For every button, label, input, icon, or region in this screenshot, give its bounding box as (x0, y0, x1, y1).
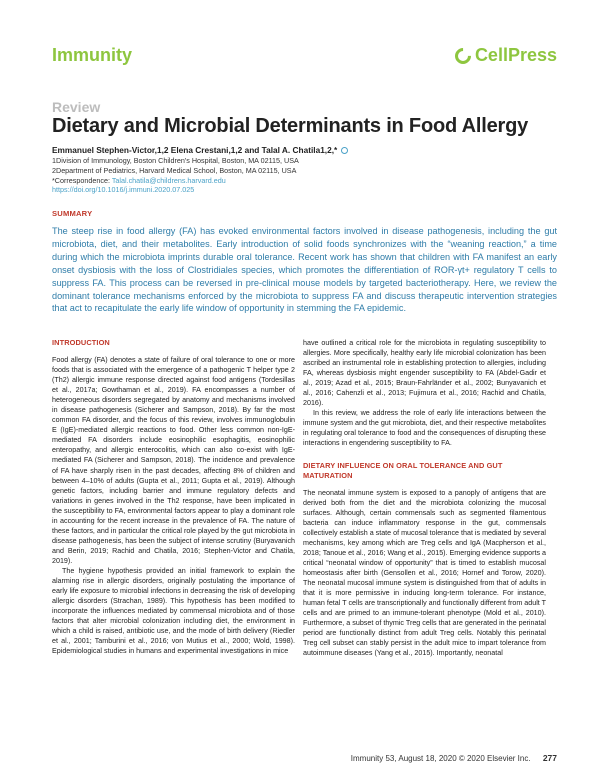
correspondence-email-link[interactable]: Talal.chatila@childrens.harvard.edu (111, 176, 226, 185)
publisher-name: CellPress (474, 45, 557, 65)
journal-header (52, 45, 557, 75)
left-column (52, 338, 295, 656)
affiliation-1: 1Division of Immunology, Boston Children's Hospital, Boston, MA 02115, USA (52, 156, 299, 165)
footer-citation: Immunity 53, August 18, 2020 © 2020 Elsevier Inc. (350, 754, 531, 763)
intro-paragraph-3: have outlined a critical role for the microbiota in regulating susceptibility to allergies. More specifically, healthy early life microbial colonization has been ascribed an instrumental role in establishing protection to allergies, including FA, whereas dysbiosis might engender susceptibility to FA (Abdel-Gadir et al., 2019; Azad et al., 2015; Braun-Fahrländer et al., 2002; Bunyavanich et al., 2016; Cahenzli et al., 2013; Fujimura et al., 2016; Rachid and Chatila, 2016). (303, 339, 546, 408)
doi-link[interactable]: https://doi.org/10.1016/j.immuni.2020.07.025 (52, 185, 195, 194)
correspondence-label: *Correspondence: (52, 176, 110, 185)
orcid-icon[interactable] (341, 147, 348, 154)
summary-heading: SUMMARY (52, 209, 93, 218)
cellpress-logo-icon (452, 44, 475, 67)
affiliation-2: 2Department of Pediatrics, Harvard Medical School, Boston, MA 02115, USA (52, 166, 297, 175)
intro-paragraph-4: In this review, we address the role of early life interactions between the immune system and the gut microbiota, diet, and their respective metabolites in regulating oral tolerance to food and the consequences of disrupting these interactions in engendering susceptibility to FA. (303, 409, 546, 448)
dietary-paragraph-1: The neonatal immune system is exposed to a panoply of antigens that are derived both from the diet and the microbiota colonizing the mucosal surfaces. Although, certain commensals such as segmented filamentous bacteria can induce inflammatory response in the gut, commensals collectively establish a state of mucosal tolerance that is mediated by several mechanisms, key among which are Treg cells and IgA (Macpherson et al., 2018; Tanoue et al., 2016; Wang et al., 2015). Emerging evidence supports a critical “neonatal window of opportunity” that is timed to establish mucosal homeostasis after birth (Gensollen et al., 2016; Hornef and Torow, 2020). The neonatal mucosal immune system is distinguished from that of adults in that it is more permissive in inducing long-term tolerance. For instance, human fetal T cells are transcriptionally and functionally different from adult T cells and are primed to an immune-tolerant phenotype (Mold et al., 2010). Furthermore, a subset of thymic Treg cells that are generated in the perinatal period are functionally distinct from adult Treg cells. Notably this perinatal Treg cell subset can stably persist in the adult mice to impart tolerance from autoimmune diseases (Yang et al., 2015). Importantly, neonatal (303, 488, 546, 658)
article-title: Dietary and Microbial Determinants in Food Allergy (52, 115, 529, 137)
summary-text: The steep rise in food allergy (FA) has evoked environmental factors involved in disease pathogenesis, including the gut microbiota, diet, and their metabolites. Early introduction of solid foods synchronizes with the “weaning reaction,” a time during which the microbiota imprints durable oral tolerance. Recent work has shown that children with FA manifest an early onset dysbiosis with the loss of Clostridiales species, which promotes the differentiation of ROR-γt+ regulatory T cells to suppress FA. This process can be reversed in pre-clinical mouse models by targeted bacteriotherapy. Here, we review the dominant tolerance mechanisms enforced by the microbiota to suppress FA and discuss therapeutic intervention strategies that act to recapitulate the early life window of opportunity in stemming the FA epidemic. (52, 226, 557, 314)
page-number: 277 (542, 753, 557, 763)
publisher-logo (455, 45, 557, 66)
author-list (52, 145, 557, 156)
right-column (303, 338, 546, 658)
author-names: Emmanuel Stephen-Victor,1,2 Elena Crestani,1,2 and Talal A. Chatila1,2,* (52, 145, 338, 155)
page-footer (351, 753, 557, 763)
introduction-heading: INTRODUCTION (52, 338, 110, 347)
intro-paragraph-1: Food allergy (FA) denotes a state of failure of oral tolerance to one or more foods that is associated with the emergence of a pathogenic T helper type 2 (Th2) allergic immune response directed against food antigens (Tordesillas et al., 2017a; Gowthaman et al., 2019). FA encompasses a number of heterogeneous disorders segregated by anatomy and mechanisms involved in disease pathogenesis (Sicherer and Sampson, 2018). By far the most common FA disorder, and the focus of this review, involves immunoglobulin E (IgE)-mediated allergic reactions to food. Other less common non-IgE-mediated FA disorders include eosinophilic esophagitis, eosinophilic enteropathy, and allergic enterocolitis, which can also co-exist with IgE-mediated FA (Sicherer and Sampson, 2018). The incidence and prevalence of FA have sharply risen in the past decades, affecting 8% of children and between 4–10% of adults (Gupta et al., 2011; Gupta et al., 2019). Although genetic factors, including barrier and immune regulatory defects and variations in genes involved in the Th2 response, have been implicated in the susceptibility to FA, environmental factors appear to play a dominant role in accounting for the recent increase in the prevalence of FA. The nature of these factors, and in particular the critical role played by the gut microbiota in disease pathogenesis, has been the subject of intense scrutiny (Buryavanich and Berin, 2019; Rachid and Chatila, 2016; Stephen-Victor and Chatila, 2019). (52, 356, 295, 565)
dietary-influence-heading: DIETARY INFLUENCE ON ORAL TOLERANCE AND GUT MATURATION (303, 460, 503, 480)
intro-paragraph-2: The hygiene hypothesis provided an initial framework to explain the alarming rise in allergic disorders, originally postulating the importance of early life exposure to microbial infections in decreasing the risk of developing allergic disorders (Strachan, 1989). This hypothesis has been modified to incorporate the influences mediated by commensal microbiota and of those factors that alter microbial colonization including diet, the environment in which a child is raised, antibiotic use, and the mode of birth delivery (Riedler et al., 2001; Tamburini et al., 2016; von Mutius et al., 2000; Wold, 1998). Epidemiological studies in humans and experimental investigations in mice (52, 566, 295, 656)
journal-name: Immunity (52, 45, 133, 65)
article-type: Review (52, 99, 101, 115)
